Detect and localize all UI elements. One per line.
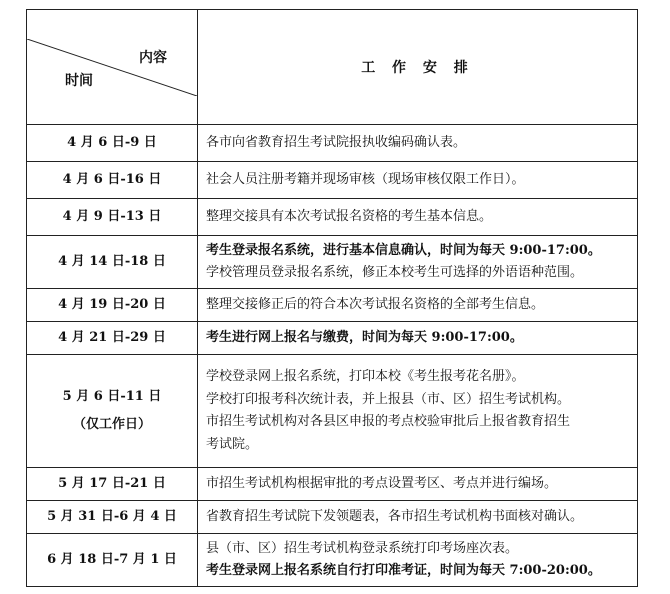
- arrangement-line: 学校管理员登录报名系统，修正本校考生可选择的外语语种范围。: [206, 265, 584, 280]
- header-content-label: 内容: [139, 49, 167, 66]
- table-row: [27, 322, 638, 355]
- arrangement-cell: [198, 501, 638, 534]
- header-row: [27, 10, 638, 125]
- table-row: [27, 199, 638, 236]
- arrangement-line: 学校打印报考科次统计表，并上报县（市、区）招生考试机构。: [206, 391, 571, 407]
- header-work-label: 工 作 安 排: [198, 10, 638, 125]
- time-text: 5 月 31 日-6 月 4 日: [47, 509, 177, 524]
- table-row: [27, 534, 638, 587]
- arrangement-cell: [198, 125, 638, 162]
- arrangement-cell: [198, 355, 638, 468]
- table-row: [27, 501, 638, 534]
- header-diagonal-cell: [27, 10, 198, 125]
- schedule-table: [26, 9, 638, 587]
- arrangement-cell: [198, 534, 638, 587]
- time-text: 4 月 9 日-13 日: [62, 209, 162, 224]
- arrangement-line: 市招生考试机构对各县区申报的考点校验审批后上报省教育招生: [206, 414, 571, 429]
- arrangement-line: 县（市、区）招生考试机构登录系统打印考场座次表。: [206, 540, 519, 556]
- arrangement-cell: [198, 289, 638, 322]
- time-text: 4 月 19 日-20 日: [58, 297, 166, 312]
- time-text: 4 月 21 日-29 日: [58, 330, 166, 345]
- table-row: [27, 236, 638, 289]
- time-text: 5 月 17 日-21 日: [58, 476, 166, 491]
- table-row: [27, 289, 638, 322]
- arrangement-line: 省教育招生考试院下发领题表，各市招生考试机构书面核对确认。: [206, 508, 584, 524]
- time-cell: [27, 534, 198, 587]
- arrangement-line: 考生登录报名系统，进行基本信息确认，时间为每天 9:00-17:00。: [206, 242, 601, 258]
- time-cell: [27, 199, 198, 236]
- time-cell: [27, 322, 198, 355]
- diagonal-line: [27, 39, 197, 96]
- arrangement-line: 整理交接修正后的符合本次考试报名资格的全部考生信息。: [206, 296, 545, 312]
- time-cell: [27, 162, 198, 199]
- time-cell: [27, 125, 198, 162]
- arrangement-cell: [198, 199, 638, 236]
- arrangement-cell: [198, 162, 638, 199]
- arrangement-line: 考试院。: [206, 436, 259, 452]
- time-cell: [27, 236, 198, 289]
- arrangement-line: 市招生考试机构根据审批的考点设置考区、考点并进行编场。: [206, 475, 558, 491]
- arrangement-line: 考生登录网上报名系统自行打印准考证，时间为每天 7:00-20:00。: [206, 563, 601, 578]
- arrangement-cell: [198, 236, 638, 289]
- time-text: 5 月 6 日-11 日: [62, 389, 162, 404]
- time-cell: [27, 355, 198, 468]
- arrangement-line: 学校登录网上报名系统，打印本校《考生报考花名册》。: [206, 369, 525, 384]
- time-cell: [27, 468, 198, 501]
- table-row: [27, 162, 638, 199]
- time-text: 4 月 6 日-9 日: [67, 135, 157, 150]
- arrangement-cell: [198, 468, 638, 501]
- arrangement-line: 社会人员注册考籍并现场审核（现场审核仅限工作日）。: [206, 171, 525, 187]
- arrangement-line: 各市向省教育招生考试院报执收编码确认表。: [206, 134, 467, 150]
- header-time-label: 时间: [65, 72, 93, 89]
- time-text: 4 月 6 日-16 日: [62, 172, 162, 187]
- time-text: 4 月 14 日-18 日: [58, 254, 166, 269]
- time-note: （仅工作日）: [72, 417, 151, 432]
- time-text: 6 月 18 日-7 月 1 日: [47, 552, 177, 567]
- table-row: [27, 125, 638, 162]
- arrangement-line: 整理交接具有本次考试报名资格的考生基本信息。: [206, 208, 493, 224]
- arrangement-line: 考生进行网上报名与缴费，时间为每天 9:00-17:00。: [206, 329, 523, 345]
- table-row: [27, 468, 638, 501]
- arrangement-cell: [198, 322, 638, 355]
- time-cell: [27, 501, 198, 534]
- table-row: [27, 355, 638, 468]
- time-cell: [27, 289, 198, 322]
